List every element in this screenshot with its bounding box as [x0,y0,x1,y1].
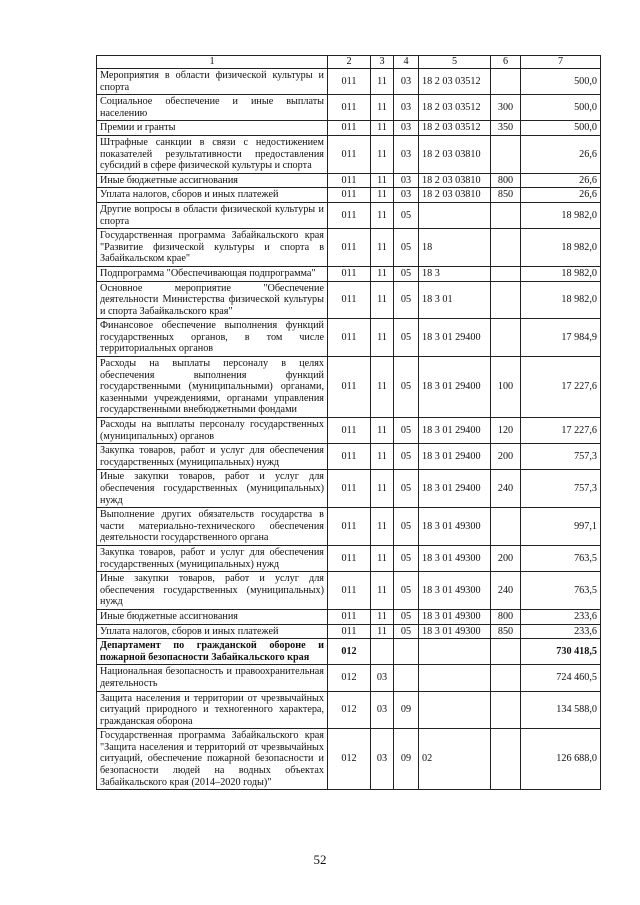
row-subsection: 05 [394,572,419,610]
row-expense-type: 100 [491,357,521,418]
row-admin-code: 011 [328,266,371,281]
row-subsection: 09 [394,691,419,729]
row-section: 11 [371,545,394,571]
row-expense-type [491,229,521,267]
table-row [97,639,601,665]
header-row [97,56,601,69]
row-expense-type: 240 [491,572,521,610]
row-target-article: 18 2 03 03810 [419,173,491,188]
row-amount: 757,3 [521,444,601,470]
row-target-article: 18 2 03 03512 [419,95,491,121]
row-section: 11 [371,357,394,418]
row-name: Иные бюджетные ассигнования [97,609,328,624]
row-name: Закупка товаров, работ и услуг для обеспечения государственных (муниципальных) нужд [97,545,328,571]
row-subsection [394,639,419,665]
row-target-article: 18 3 01 49300 [419,572,491,610]
row-section: 11 [371,470,394,508]
row-target-article [419,691,491,729]
row-subsection: 03 [394,173,419,188]
row-admin-code: 011 [328,319,371,357]
row-amount: 126 688,0 [521,729,601,790]
row-amount: 17 984,9 [521,319,601,357]
row-subsection: 05 [394,319,419,357]
row-amount: 26,6 [521,173,601,188]
row-admin-code: 012 [328,729,371,790]
row-section: 11 [371,319,394,357]
row-target-article: 18 3 01 49300 [419,508,491,546]
row-amount: 18 982,0 [521,281,601,319]
row-expense-type: 240 [491,470,521,508]
row-admin-code: 011 [328,572,371,610]
table-row [97,188,601,203]
row-target-article [419,665,491,691]
row-amount: 134 588,0 [521,691,601,729]
row-amount: 730 418,5 [521,639,601,665]
row-target-article: 18 2 03 03810 [419,135,491,173]
row-section: 11 [371,508,394,546]
row-expense-type: 850 [491,188,521,203]
row-target-article: 18 2 03 03512 [419,69,491,95]
row-amount: 724 460,5 [521,665,601,691]
row-name: Национальная безопасность и правоохранительная деятельность [97,665,328,691]
row-name: Уплата налогов, сборов и иных платежей [97,188,328,203]
row-amount: 500,0 [521,69,601,95]
row-expense-type [491,69,521,95]
row-admin-code: 012 [328,691,371,729]
row-target-article: 18 3 01 29400 [419,470,491,508]
row-name: Государственная программа Забайкальского края "Защита населения и территорий от чрезвычайных ситуаций, обеспечение пожарной безопасности и безопасности людей на водных объектах Забайкальского края (2014–2020 годы)" [97,729,328,790]
row-name: Государственная программа Забайкальского края "Развитие физической культуры и спорта в Забайкальском крае" [97,229,328,267]
row-subsection: 05 [394,418,419,444]
row-name: Департамент по гражданской обороне и пожарной безопасности Забайкальского края [97,639,328,665]
table-row [97,95,601,121]
row-expense-type: 120 [491,418,521,444]
row-section: 11 [371,69,394,95]
row-subsection: 09 [394,729,419,790]
row-name: Иные бюджетные ассигнования [97,173,328,188]
row-name: Мероприятия в области физической культуры и спорта [97,69,328,95]
row-admin-code: 012 [328,665,371,691]
row-name: Премии и гранты [97,121,328,136]
row-target-article: 18 2 03 03512 [419,121,491,136]
row-name: Подпрограмма "Обеспечивающая подпрограмма" [97,266,328,281]
row-subsection [394,665,419,691]
row-admin-code: 011 [328,69,371,95]
row-admin-code: 011 [328,418,371,444]
row-admin-code: 011 [328,95,371,121]
row-name: Основное мероприятие "Обеспечение деятельности Министерства физической культуры и спорта Забайкальского края" [97,281,328,319]
row-name: Закупка товаров, работ и услуг для обеспечения государственных (муниципальных) нужд [97,444,328,470]
row-amount: 997,1 [521,508,601,546]
row-amount: 757,3 [521,470,601,508]
row-admin-code: 011 [328,202,371,228]
header-col-6: 6 [491,56,521,69]
row-section: 11 [371,229,394,267]
row-section: 11 [371,281,394,319]
row-section [371,639,394,665]
table-row [97,691,601,729]
row-section: 11 [371,173,394,188]
row-section: 11 [371,624,394,639]
row-expense-type [491,639,521,665]
row-section: 11 [371,121,394,136]
row-amount: 26,6 [521,188,601,203]
row-admin-code: 011 [328,508,371,546]
row-expense-type: 200 [491,444,521,470]
row-subsection: 03 [394,69,419,95]
row-name: Выполнение других обязательств государства в части материально-технического обеспечения деятельности государственного органа [97,508,328,546]
table-row [97,572,601,610]
table-row [97,609,601,624]
row-amount: 233,6 [521,609,601,624]
row-target-article [419,639,491,665]
row-name: Штрафные санкции в связи с недостижением показателей результативности предоставления субсидий в сфере физической культуры и спорта [97,135,328,173]
row-expense-type: 350 [491,121,521,136]
row-admin-code: 011 [328,281,371,319]
header-col-1: 1 [97,56,328,69]
row-name: Защита населения и территории от чрезвычайных ситуаций природного и техногенного характера, гражданская оборона [97,691,328,729]
row-target-article: 18 3 01 49300 [419,624,491,639]
row-section: 11 [371,202,394,228]
header-col-5: 5 [419,56,491,69]
row-admin-code: 011 [328,229,371,267]
row-expense-type: 800 [491,609,521,624]
row-subsection: 05 [394,202,419,228]
table-row [97,665,601,691]
row-section: 11 [371,95,394,121]
row-section: 03 [371,729,394,790]
row-target-article: 02 [419,729,491,790]
row-expense-type [491,691,521,729]
row-expense-type [491,729,521,790]
row-subsection: 05 [394,444,419,470]
row-section: 11 [371,188,394,203]
row-subsection: 05 [394,266,419,281]
row-subsection: 05 [394,508,419,546]
table-row [97,135,601,173]
row-name: Уплата налогов, сборов и иных платежей [97,624,328,639]
table-row [97,545,601,571]
row-subsection: 05 [394,624,419,639]
row-target-article: 18 2 03 03810 [419,188,491,203]
table-row [97,729,601,790]
row-target-article: 18 3 01 29400 [419,418,491,444]
row-amount: 18 982,0 [521,266,601,281]
row-subsection: 03 [394,135,419,173]
row-admin-code: 011 [328,545,371,571]
table-row [97,357,601,418]
row-target-article: 18 3 01 29400 [419,319,491,357]
page-number: 52 [313,852,327,867]
row-amount: 500,0 [521,121,601,136]
table-row [97,202,601,228]
row-section: 11 [371,266,394,281]
row-admin-code: 011 [328,135,371,173]
row-admin-code: 011 [328,609,371,624]
row-amount: 763,5 [521,572,601,610]
row-subsection: 05 [394,281,419,319]
row-section: 11 [371,572,394,610]
row-section: 03 [371,665,394,691]
row-target-article [419,202,491,228]
row-expense-type [491,135,521,173]
row-name: Иные закупки товаров, работ и услуг для обеспечения государственных (муниципальных) нужд [97,470,328,508]
row-subsection: 05 [394,609,419,624]
row-target-article: 18 [419,229,491,267]
table-row [97,418,601,444]
row-admin-code: 011 [328,357,371,418]
row-admin-code: 011 [328,121,371,136]
row-amount: 17 227,6 [521,357,601,418]
row-expense-type: 850 [491,624,521,639]
header-col-3: 3 [371,56,394,69]
row-target-article: 18 3 01 49300 [419,609,491,624]
table-row [97,121,601,136]
table-row [97,470,601,508]
row-admin-code: 012 [328,639,371,665]
row-section: 11 [371,609,394,624]
row-expense-type [491,266,521,281]
row-subsection: 03 [394,188,419,203]
row-subsection: 03 [394,95,419,121]
row-amount: 233,6 [521,624,601,639]
row-subsection: 05 [394,357,419,418]
table-body [97,69,601,790]
row-expense-type [491,665,521,691]
row-admin-code: 011 [328,173,371,188]
table-row [97,624,601,639]
row-subsection: 05 [394,229,419,267]
row-target-article: 18 3 01 29400 [419,444,491,470]
header-col-7: 7 [521,56,601,69]
row-amount: 763,5 [521,545,601,571]
table-row [97,69,601,95]
row-expense-type: 300 [491,95,521,121]
row-expense-type: 200 [491,545,521,571]
table-row [97,229,601,267]
row-name: Расходы на выплаты персоналу государственных (муниципальных) органов [97,418,328,444]
row-name: Финансовое обеспечение выполнения функций государственных органов, в том числе территориальных органов [97,319,328,357]
row-amount: 18 982,0 [521,202,601,228]
row-name: Социальное обеспечение и иные выплаты населению [97,95,328,121]
row-admin-code: 011 [328,470,371,508]
row-amount: 26,6 [521,135,601,173]
row-admin-code: 011 [328,444,371,470]
row-name: Иные закупки товаров, работ и услуг для обеспечения государственных (муниципальных) нужд [97,572,328,610]
table-row [97,319,601,357]
row-target-article: 18 3 01 [419,281,491,319]
row-amount: 500,0 [521,95,601,121]
row-expense-type: 800 [491,173,521,188]
row-amount: 18 982,0 [521,229,601,267]
row-expense-type [491,319,521,357]
row-section: 11 [371,444,394,470]
row-target-article: 18 3 01 49300 [419,545,491,571]
row-expense-type [491,281,521,319]
row-subsection: 03 [394,121,419,136]
budget-table [96,55,601,790]
row-name: Расходы на выплаты персоналу в целях обеспечения выполнения функций государственными (муниципальными) органами, казенными учреждениями, органами управления государственными внебюджетными фондами [97,357,328,418]
row-subsection: 05 [394,545,419,571]
table-row [97,266,601,281]
table-row [97,508,601,546]
row-expense-type [491,202,521,228]
row-admin-code: 011 [328,188,371,203]
row-subsection: 05 [394,470,419,508]
row-section: 11 [371,135,394,173]
row-section: 11 [371,418,394,444]
row-target-article: 18 3 [419,266,491,281]
table-row [97,281,601,319]
header-col-2: 2 [328,56,371,69]
table-row [97,173,601,188]
row-name: Другие вопросы в области физической культуры и спорта [97,202,328,228]
row-target-article: 18 3 01 29400 [419,357,491,418]
row-admin-code: 011 [328,624,371,639]
row-section: 03 [371,691,394,729]
header-col-4: 4 [394,56,419,69]
row-amount: 17 227,6 [521,418,601,444]
row-expense-type [491,508,521,546]
table-row [97,444,601,470]
